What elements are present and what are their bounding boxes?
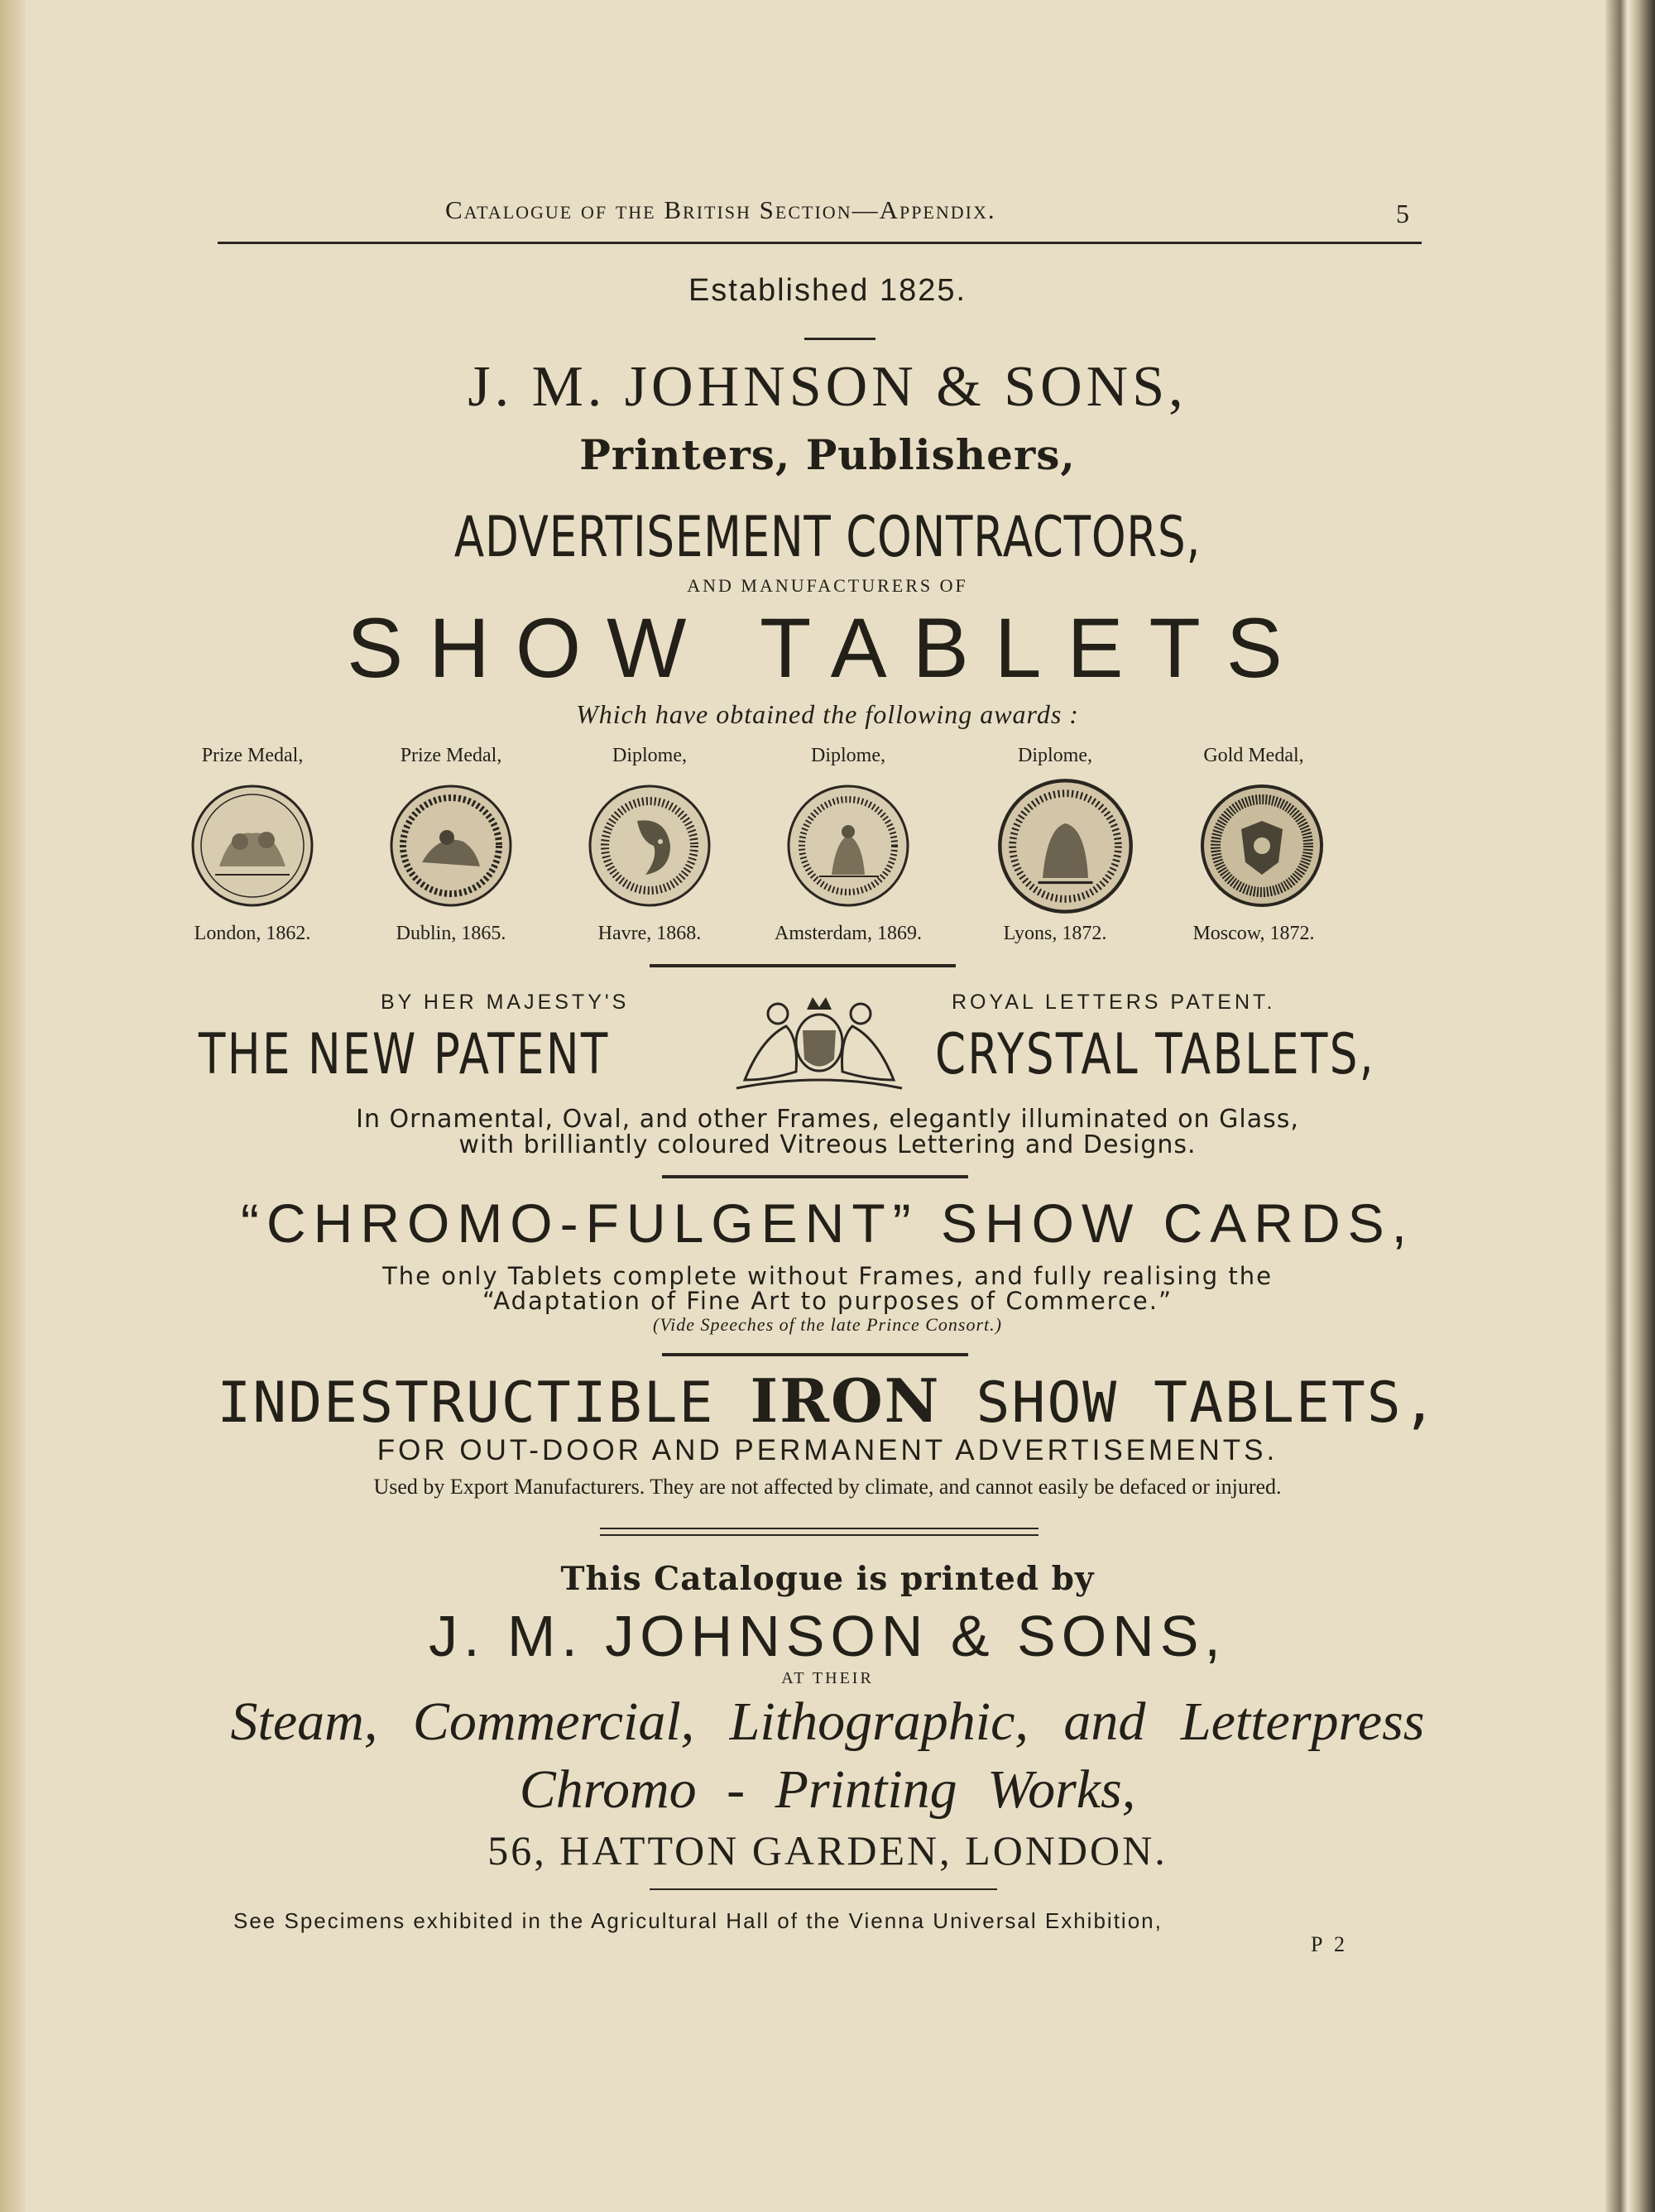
medal-moscow-icon xyxy=(1200,784,1324,908)
scan-left-edge xyxy=(0,0,25,2212)
medal-label-top: Diplome, xyxy=(811,745,885,766)
awards-intro: Which have obtained the following awards : xyxy=(576,699,1079,729)
printer-company: J. M. JOHNSON & SONS, xyxy=(429,1604,1226,1668)
scan-right-edge xyxy=(1605,0,1655,2212)
iron-note: Used by Export Manufacturers. They are not affected by climate, and cannot easily be defaced or injured. xyxy=(373,1475,1282,1499)
royal-arms-icon xyxy=(720,981,919,1096)
medal-label-bottom: Dublin, 1865. xyxy=(396,923,506,944)
iron-title-b: IRON xyxy=(750,1365,941,1436)
medal-label-top: Prize Medal, xyxy=(400,745,502,766)
divider-rule xyxy=(662,1353,968,1356)
medal-london-icon xyxy=(190,784,314,908)
medal-label-bottom: Havre, 1868. xyxy=(597,923,702,944)
specimens-note: See Specimens exhibited in the Agricultural Hall of the Vienna Universal Exhibition, xyxy=(233,1908,1163,1933)
printer-works-2: Chromo - Printing Works, xyxy=(519,1759,1136,1820)
printer-at-their: AT THEIR xyxy=(781,1669,874,1687)
divider-short xyxy=(804,338,875,340)
patent-right-big: CRYSTAL TABLETS, xyxy=(935,1022,1375,1087)
running-header xyxy=(218,185,1422,244)
printer-address: 56, HATTON GARDEN, LONDON. xyxy=(487,1827,1168,1874)
medal-label-bottom: Lyons, 1872. xyxy=(1003,923,1107,944)
printer-intro: This Catalogue is printed by xyxy=(560,1560,1095,1598)
medal-dublin-icon xyxy=(389,784,513,908)
medal-havre-icon xyxy=(588,784,712,908)
patent-left-small: BY HER MAJESTY'S xyxy=(381,991,630,1014)
iron-title-a: INDESTRUCTIBLE xyxy=(217,1370,715,1436)
show-tablets-title: SHOW TABLETS xyxy=(347,601,1308,695)
double-rule-top xyxy=(600,1528,1039,1529)
medal-amsterdam-icon xyxy=(786,784,910,908)
page-number: 5 xyxy=(1396,199,1409,228)
manufacturers-line: AND MANUFACTURERS OF xyxy=(687,575,968,596)
medal-label-bottom: Moscow, 1872. xyxy=(1192,923,1315,944)
established-line: Established 1825. xyxy=(688,273,967,308)
company-title: J. M. JOHNSON & SONS, xyxy=(468,355,1187,419)
divider-rule xyxy=(650,964,956,967)
chromo-title: “CHROMO-FULGENT” SHOW CARDS, xyxy=(241,1192,1414,1254)
chromo-line-2: “Adaptation of Fine Art to purposes of Commerce.” xyxy=(482,1287,1173,1315)
medal-label-top: Diplome, xyxy=(612,745,687,766)
trades-line: Printers, Publishers, xyxy=(579,430,1076,479)
chromo-line-1: The only Tablets complete without Frames, and fully realising the xyxy=(382,1262,1273,1290)
double-rule-bottom xyxy=(600,1534,1039,1536)
divider-rule xyxy=(662,1175,968,1178)
iron-subtitle: FOR OUT-DOOR AND PERMANENT ADVERTISEMENTS. xyxy=(377,1434,1278,1466)
medal-label-bottom: London, 1862. xyxy=(194,923,311,944)
patent-left-big: THE NEW PATENT xyxy=(199,1022,610,1087)
signature-mark: P 2 xyxy=(1311,1932,1348,1956)
patent-description-2: with brilliantly coloured Vitreous Lettering and Designs. xyxy=(458,1130,1197,1159)
contractors-line: ADVERTISEMENT CONTRACTORS, xyxy=(453,505,1202,570)
printer-works-1: Steam, Commercial, Lithographic, and Letterpress xyxy=(230,1691,1425,1752)
medal-label-top: Prize Medal, xyxy=(201,745,304,766)
medal-label-top: Diplome, xyxy=(1018,745,1092,766)
header-title: Catalogue of the British Section—Appendix. xyxy=(445,195,996,224)
medal-label-bottom: Amsterdam, 1869. xyxy=(775,923,922,944)
iron-title-c: SHOW TABLETS, xyxy=(976,1370,1438,1436)
catalogue-page xyxy=(25,0,1605,2212)
medal-label-top: Gold Medal, xyxy=(1203,745,1304,766)
patent-right-small: ROYAL LETTERS PATENT. xyxy=(952,991,1276,1014)
patent-description-1: In Ornamental, Oval, and other Frames, elegantly illuminated on Glass, xyxy=(356,1105,1299,1134)
iron-title xyxy=(190,1365,1465,1436)
chromo-line-3: (Vide Speeches of the late Prince Consort.) xyxy=(653,1314,1002,1335)
divider-rule xyxy=(650,1888,997,1890)
medal-lyons-icon xyxy=(997,778,1134,914)
